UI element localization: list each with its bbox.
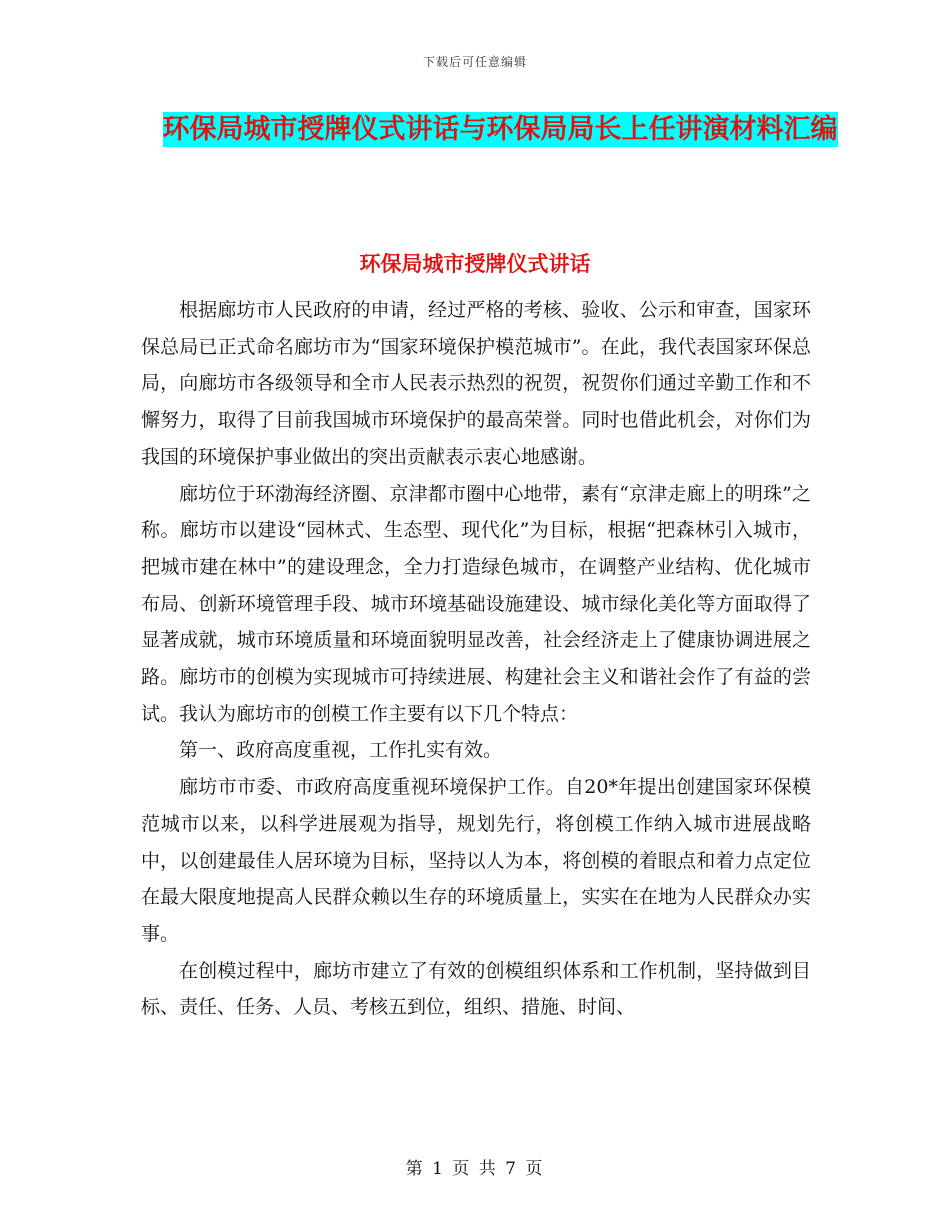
paragraph: 廊坊位于环渤海经济圈、京津都市圈中心地带，素有“京津走廊上的明珠”之称。廊坊市以建设“园林式、生态型、现代化”为目标，根据“把森林引入城市，把城市建在林中”的建设理念，全力打造绿色城市，在调整产业结构、优化城市布局、创新环境管理手段、城市环境基础设施建设、城市绿化美化等方面取得了显著成就，城市环境质量和环境面貌明显改善，社会经济走上了健康协调进展之路。廊坊市的创模为实现城市可持续进展、构建社会主义和谐社会作了有益的尝试。我认为廊坊市的创模工作主要有以下几个特点：: [141, 482, 811, 725]
document-title: [120, 108, 880, 152]
header-note: 下载后可任意编辑: [422, 55, 527, 69]
section-title: 环保局城市授牌仪式讲话: [359, 252, 591, 276]
paragraph: 廊坊市市委、市政府高度重视环境保护工作。自20*年提出创建国家环保模范城市以来，以科学进展观为指导，规划先行，将创模工作纳入城市进展战略中，以创建最佳人居环境为目标，坚持以人为本，将创模的着眼点和着力点定位在最大限度地提高人民群众赖以生存的环境质量上，实实在在地为人民群众办实事。: [141, 776, 811, 945]
paragraph: 根据廊坊市人民政府的申请，经过严格的考核、验收、公示和审查，国家环保总局已正式命名廊坊市为“国家环境保护模范城市”。在此，我代表国家环保总局，向廊坊市各级领导和全市人民表示热烈的祝贺，祝贺你们通过辛勤工作和不懈努力，取得了目前我国城市环境保护的最高荣誉。同时也借此机会，对你们为我国的环境保护事业做出的突出贡献表示衷心地感谢。: [141, 299, 811, 468]
document-title-text: 环保局城市授牌仪式讲话与环保局局长上任讲演材料汇编: [162, 114, 838, 145]
page-footer: 第 1 页 共 7 页: [405, 1159, 545, 1179]
body-text: [141, 292, 811, 1026]
paragraph: 在创模过程中，廊坊市建立了有效的创模组织体系和工作机制，坚持做到目标、责任、任务、人员、考核五到位，组织、措施、时间、: [141, 959, 811, 1019]
paragraph: 第一、政府高度重视，工作扎实有效。: [179, 739, 503, 762]
